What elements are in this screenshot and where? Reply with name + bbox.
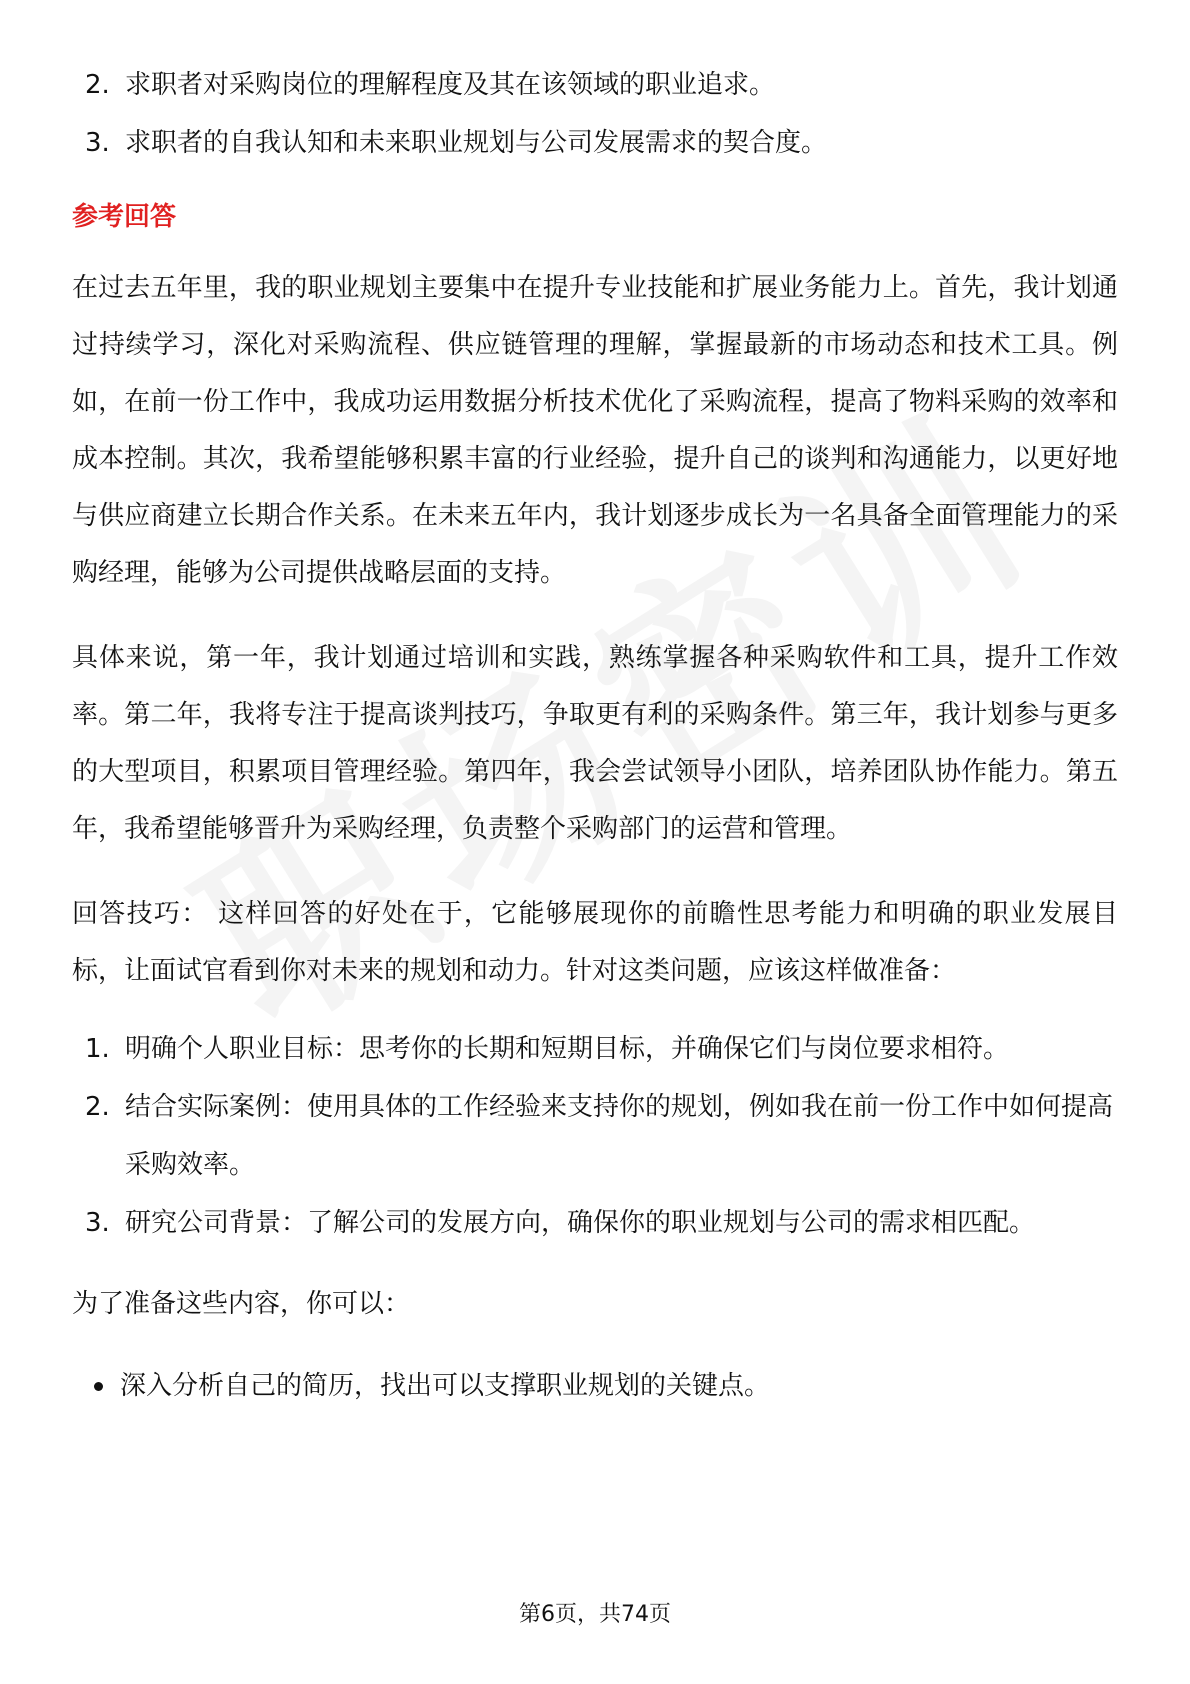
answer-paragraph-2: 具体来说，第一年，我计划通过培训和实践，熟练掌握各种采购软件和工具，提升工作效率。第二年，我将专注于提高谈判技巧，争取更有利的采购条件。第三年，我计划参与更多的大型项目，积累项目管理经验。第四年，我会尝试领导小团队，培养团队协作能力。第五年，我希望能够晋升为采购经理，负责整个采购部门的运营和管理。 xyxy=(72,643,1118,844)
list-number: 3. xyxy=(85,128,110,158)
list-number: 3. xyxy=(85,1208,110,1238)
list-item xyxy=(72,1020,1118,1078)
list-text: 明确个人职业目标：思考你的长期和短期目标，并确保它们与岗位要求相符。 xyxy=(125,1034,1010,1064)
list-item xyxy=(72,1078,1118,1194)
list-text: 求职者的自我认知和未来职业规划与公司发展需求的契合度。 xyxy=(125,128,828,158)
prep-intro: 为了准备这些内容，你可以： xyxy=(72,1289,411,1319)
section-title-reference-answer: 参考回答 xyxy=(72,202,177,232)
list-item xyxy=(72,1357,1118,1415)
list-number: 1. xyxy=(85,1034,110,1064)
list-text: 求职者对采购岗位的理解程度及其在该领域的职业追求。 xyxy=(125,70,776,100)
tips-list xyxy=(72,1020,1118,1252)
page-content xyxy=(72,56,1118,1415)
page-number-footer: 第6页，共74页 xyxy=(519,1602,671,1627)
bullet-icon xyxy=(94,1382,103,1391)
list-number: 2. xyxy=(85,1092,110,1122)
list-text: 深入分析自己的简历，找出可以支撑职业规划的关键点。 xyxy=(120,1371,771,1401)
list-item xyxy=(72,56,1118,114)
answer-tips-paragraph: 回答技巧： 这样回答的好处在于，它能够展现你的前瞻性思考能力和明确的职业发展目标，让面试官看到你对未来的规划和动力。针对这类问题，应该这样做准备： xyxy=(72,899,1118,986)
list-item xyxy=(72,1194,1118,1252)
list-text: 结合实际案例：使用具体的工作经验来支持你的规划，例如我在前一份工作中如何提高采购效率。 xyxy=(125,1092,1114,1180)
list-text: 研究公司背景：了解公司的发展方向，确保你的职业规划与公司的需求相匹配。 xyxy=(125,1208,1036,1238)
list-number: 2. xyxy=(85,70,110,100)
answer-paragraph-1: 在过去五年里，我的职业规划主要集中在提升专业技能和扩展业务能力上。首先，我计划通过持续学习，深化对采购流程、供应链管理的理解，掌握最新的市场动态和技术工具。例如，在前一份工作中，我成功运用数据分析技术优化了采购流程，提高了物料采购的效率和成本控制。其次，我希望能够积累丰富的行业经验，提升自己的谈判和沟通能力，以更好地与供应商建立长期合作关系。在未来五年内，我计划逐步成长为一名具备全面管理能力的采购经理，能够为公司提供战略层面的支持。 xyxy=(72,273,1118,588)
list-item xyxy=(72,114,1118,172)
prep-bullet-list xyxy=(72,1357,1118,1415)
question-points-list xyxy=(72,56,1118,172)
